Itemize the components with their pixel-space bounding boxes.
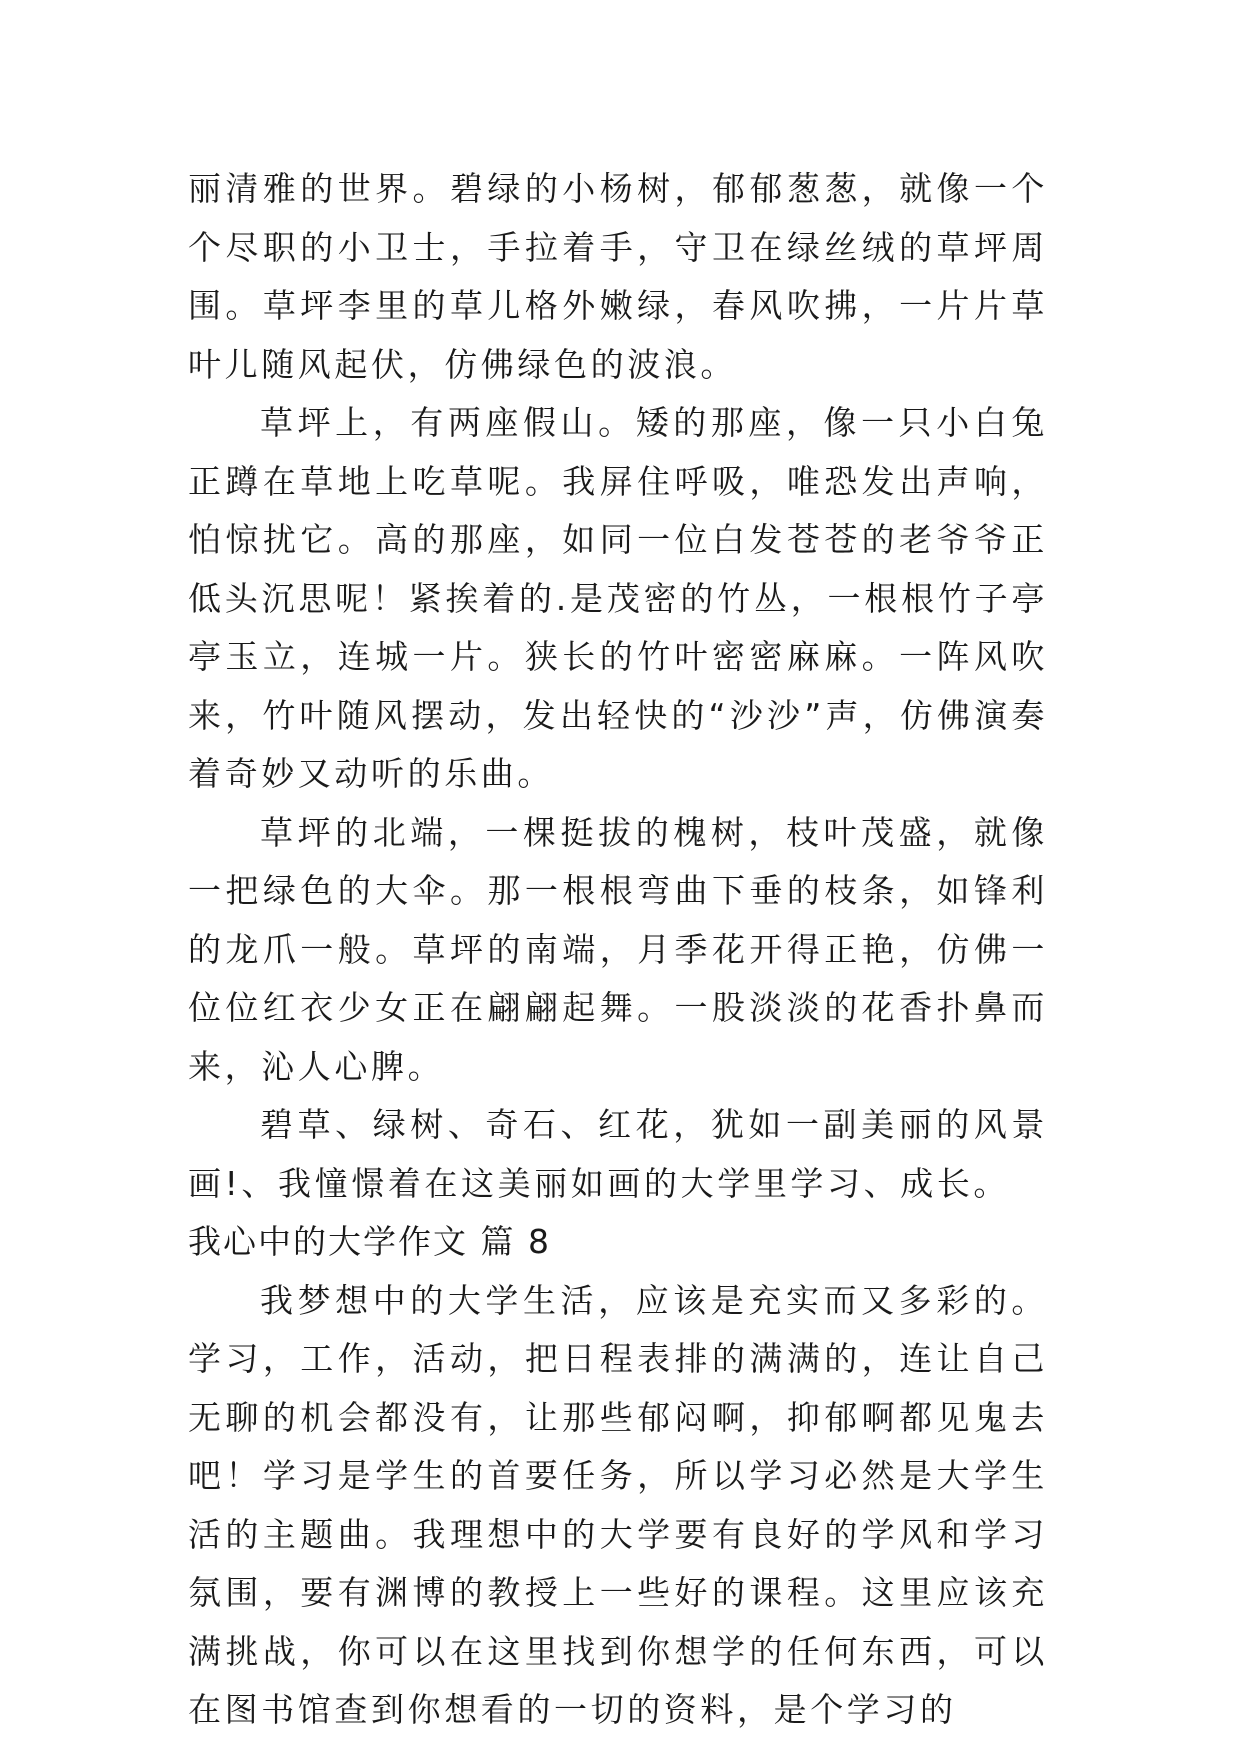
paragraph-1: 丽清雅的世界。碧绿的小杨树，郁郁葱葱，就像一个个尽职的小卫士，手拉着手，守卫在绿丝绒的草坪周围。草坪李里的草儿格外嫩绿，春风吹拂，一片片草叶儿随风起伏，仿佛绿色的波浪。: [188, 169, 1048, 384]
paragraph-2: 草坪上，有两座假山。矮的那座，像一只小白兔正蹲在草地上吃草呢。我屏住呼吸，唯恐发出声响，怕惊扰它。高的那座，如同一位白发苍苍的老爷爷正低头沉思呢！紧挨着的.是茂密的竹丛，一根根竹子亭亭玉立，连城一片。狭长的竹叶密密麻麻。一阵风吹来，竹叶随风摆动，发出轻快的“沙沙”声，仿佛演奏着奇妙又动听的乐曲。: [188, 403, 1048, 793]
document-body: [188, 160, 1048, 1740]
paragraph-5: 我梦想中的大学生活，应该是充实而又多彩的。学习，工作，活动，把日程表排的满满的，连让自己无聊的机会都没有，让那些郁闷啊，抑郁啊都见鬼去吧！学习是学生的首要任务，所以学习必然是大学生活的主题曲。我理想中的大学要有良好的学风和学习氛围，要有渊博的教授上一些好的课程。这里应该充满挑战，你可以在这里找到你想学的任何东西，可以在图书馆查到你想看的一切的资料，是个学习的: [188, 1280, 1048, 1729]
paragraph-4: 碧草、绿树、奇石、红花，犹如一副美丽的风景画!、我憧憬着在这美丽如画的大学里学习、成长。: [188, 1105, 1048, 1203]
section-heading: 我心中的大学作文 篇 8: [188, 1222, 551, 1261]
paragraph-3: 草坪的北端，一棵挺拔的槐树，枝叶茂盛，就像一把绿色的大伞。那一根根弯曲下垂的枝条，如锋利的龙爪一般。草坪的南端，月季花开得正艳，仿佛一位位红衣少女正在翩翩起舞。一股淡淡的花香扑鼻而来，沁人心脾。: [188, 812, 1048, 1086]
